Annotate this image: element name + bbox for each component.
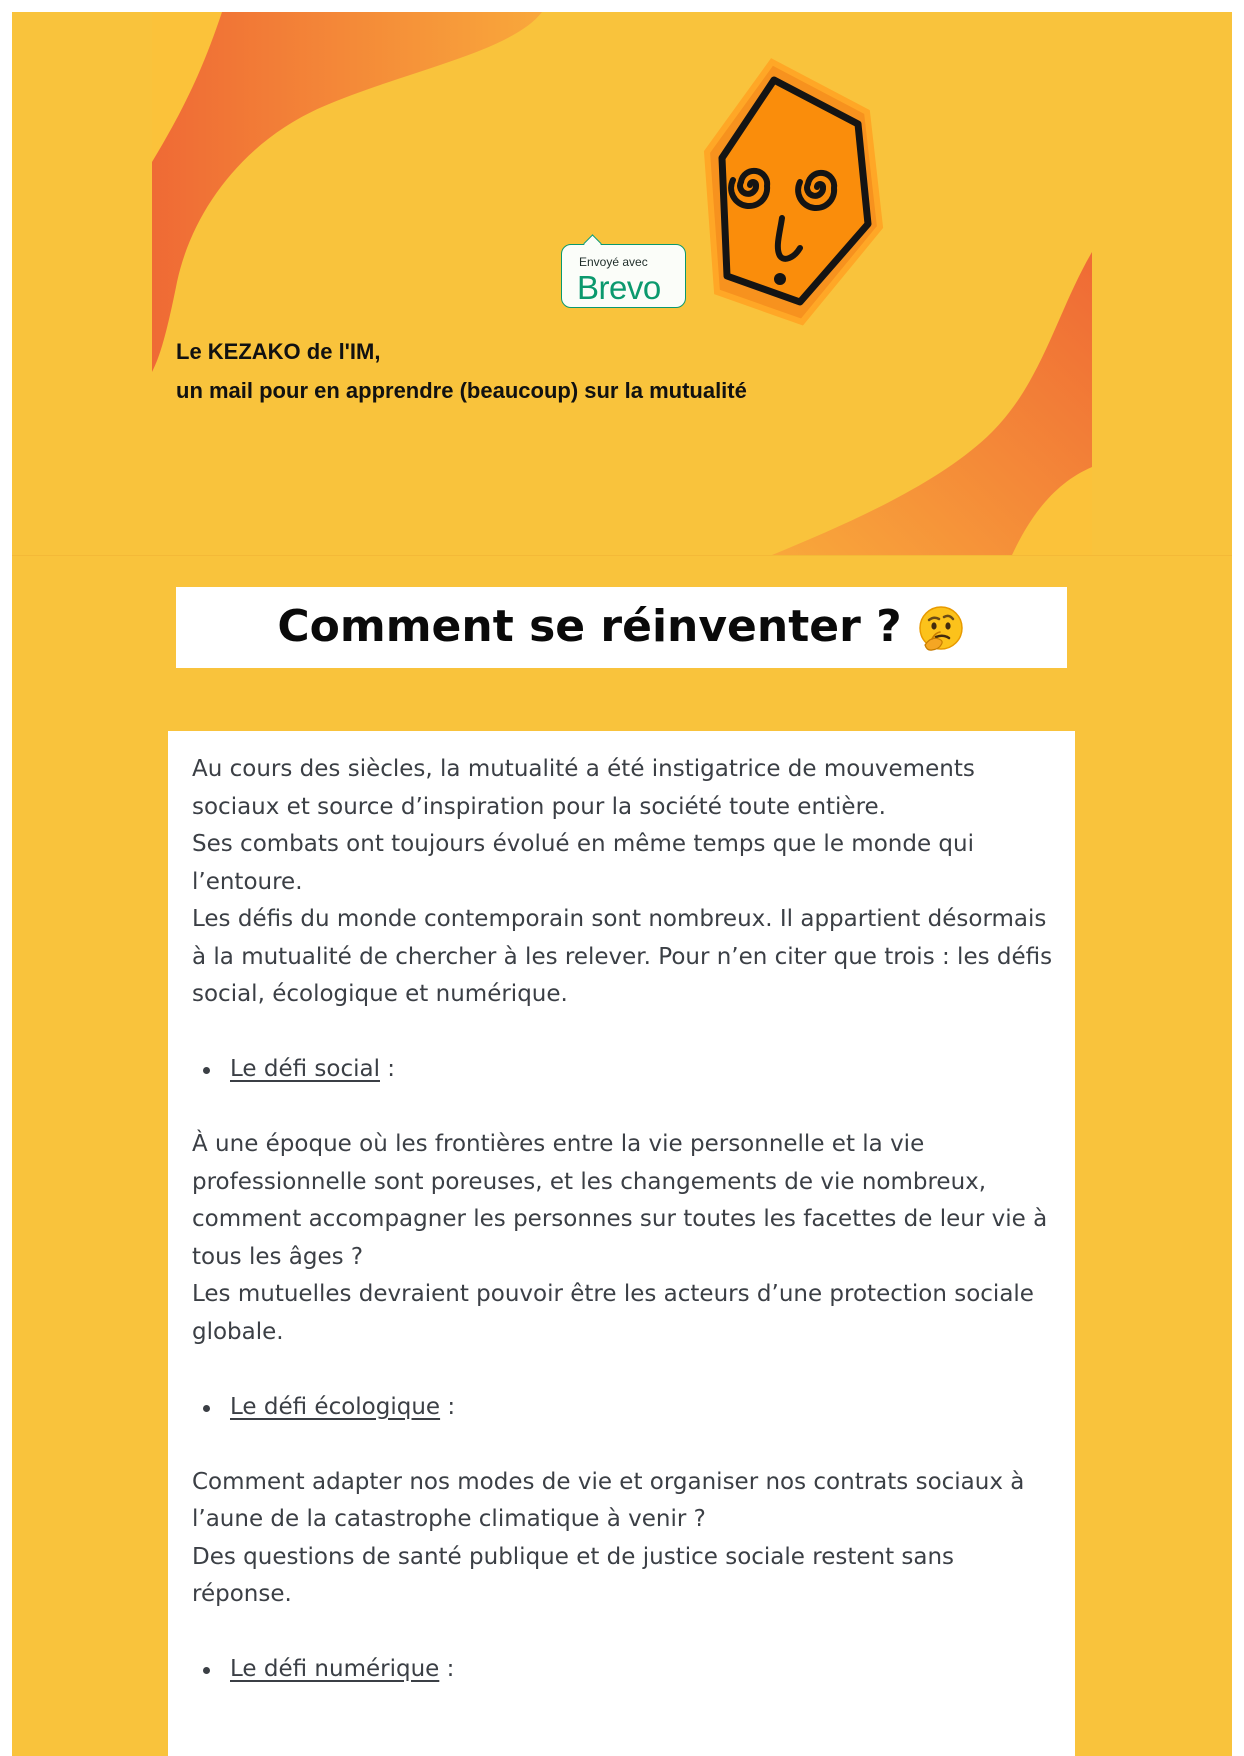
newsletter-title — [176, 332, 747, 410]
badge-sent-with-label: Envoyé avec — [579, 255, 648, 269]
ecologique-paragraph: Des questions de santé publique et de justice sociale restent sans réponse. — [192, 1543, 955, 1607]
intro-paragraph: Au cours des siècles, la mutualité a été instigatrice de mouvements sociaux et source d’inspiration pour la société toute entière. — [192, 756, 975, 820]
social-paragraph: À une époque où les frontières entre la vie personnelle et la vie professionnelle sont poreuses, et les changements de vie nombreux, comment accompagner les personnes sur toutes les facettes de leur vie à tous les âges ? — [192, 1131, 1048, 1270]
thinking-face-emoji-icon — [916, 604, 966, 654]
newsletter-title-line2: un mail pour en apprendre (beaucoup) sur la mutualité — [176, 378, 747, 403]
link-defi-social[interactable]: Le défi social — [230, 1056, 380, 1082]
article-title: Comment se réinventer ? — [277, 601, 965, 654]
link-defi-ecologique[interactable]: Le défi écologique — [230, 1393, 441, 1420]
header-banner — [152, 12, 1092, 555]
sent-with-brevo-badge[interactable] — [561, 244, 686, 308]
intro-paragraph: Les défis du monde contemporain sont nombreux. Il appartient désormais à la mutualité de chercher à les relever. Pour n’en citer que trois : les défis social, écologique et numérique. — [192, 906, 1053, 1007]
hexagon-mascot-icon — [662, 52, 902, 352]
list-item-ecologique: Le défi écologique : — [192, 1389, 1053, 1427]
email-canvas — [12, 12, 1232, 1756]
article-body — [168, 731, 1075, 1756]
ecologique-paragraph: Comment adapter nos modes de vie et organiser nos contrats sociaux à l’aune de la catastrophe climatique à venir ? — [192, 1468, 1025, 1532]
social-paragraph: Les mutuelles devraient pouvoir être les acteurs d’une protection sociale globale. — [192, 1281, 1034, 1345]
newsletter-title-line1: Le KEZAKO de l'IM, — [176, 339, 381, 364]
list-item-numerique: Le défi numérique : — [192, 1651, 1053, 1689]
article-title-box — [176, 587, 1067, 668]
list-item-social: Le défi social : — [192, 1051, 1053, 1089]
brevo-logo-text: Brevo — [577, 269, 661, 306]
intro-paragraph: Ses combats ont toujours évolué en même temps que le monde qui l’entoure. — [192, 831, 974, 895]
section-divider — [12, 555, 1232, 556]
link-defi-numerique[interactable]: Le défi numérique — [230, 1656, 440, 1682]
